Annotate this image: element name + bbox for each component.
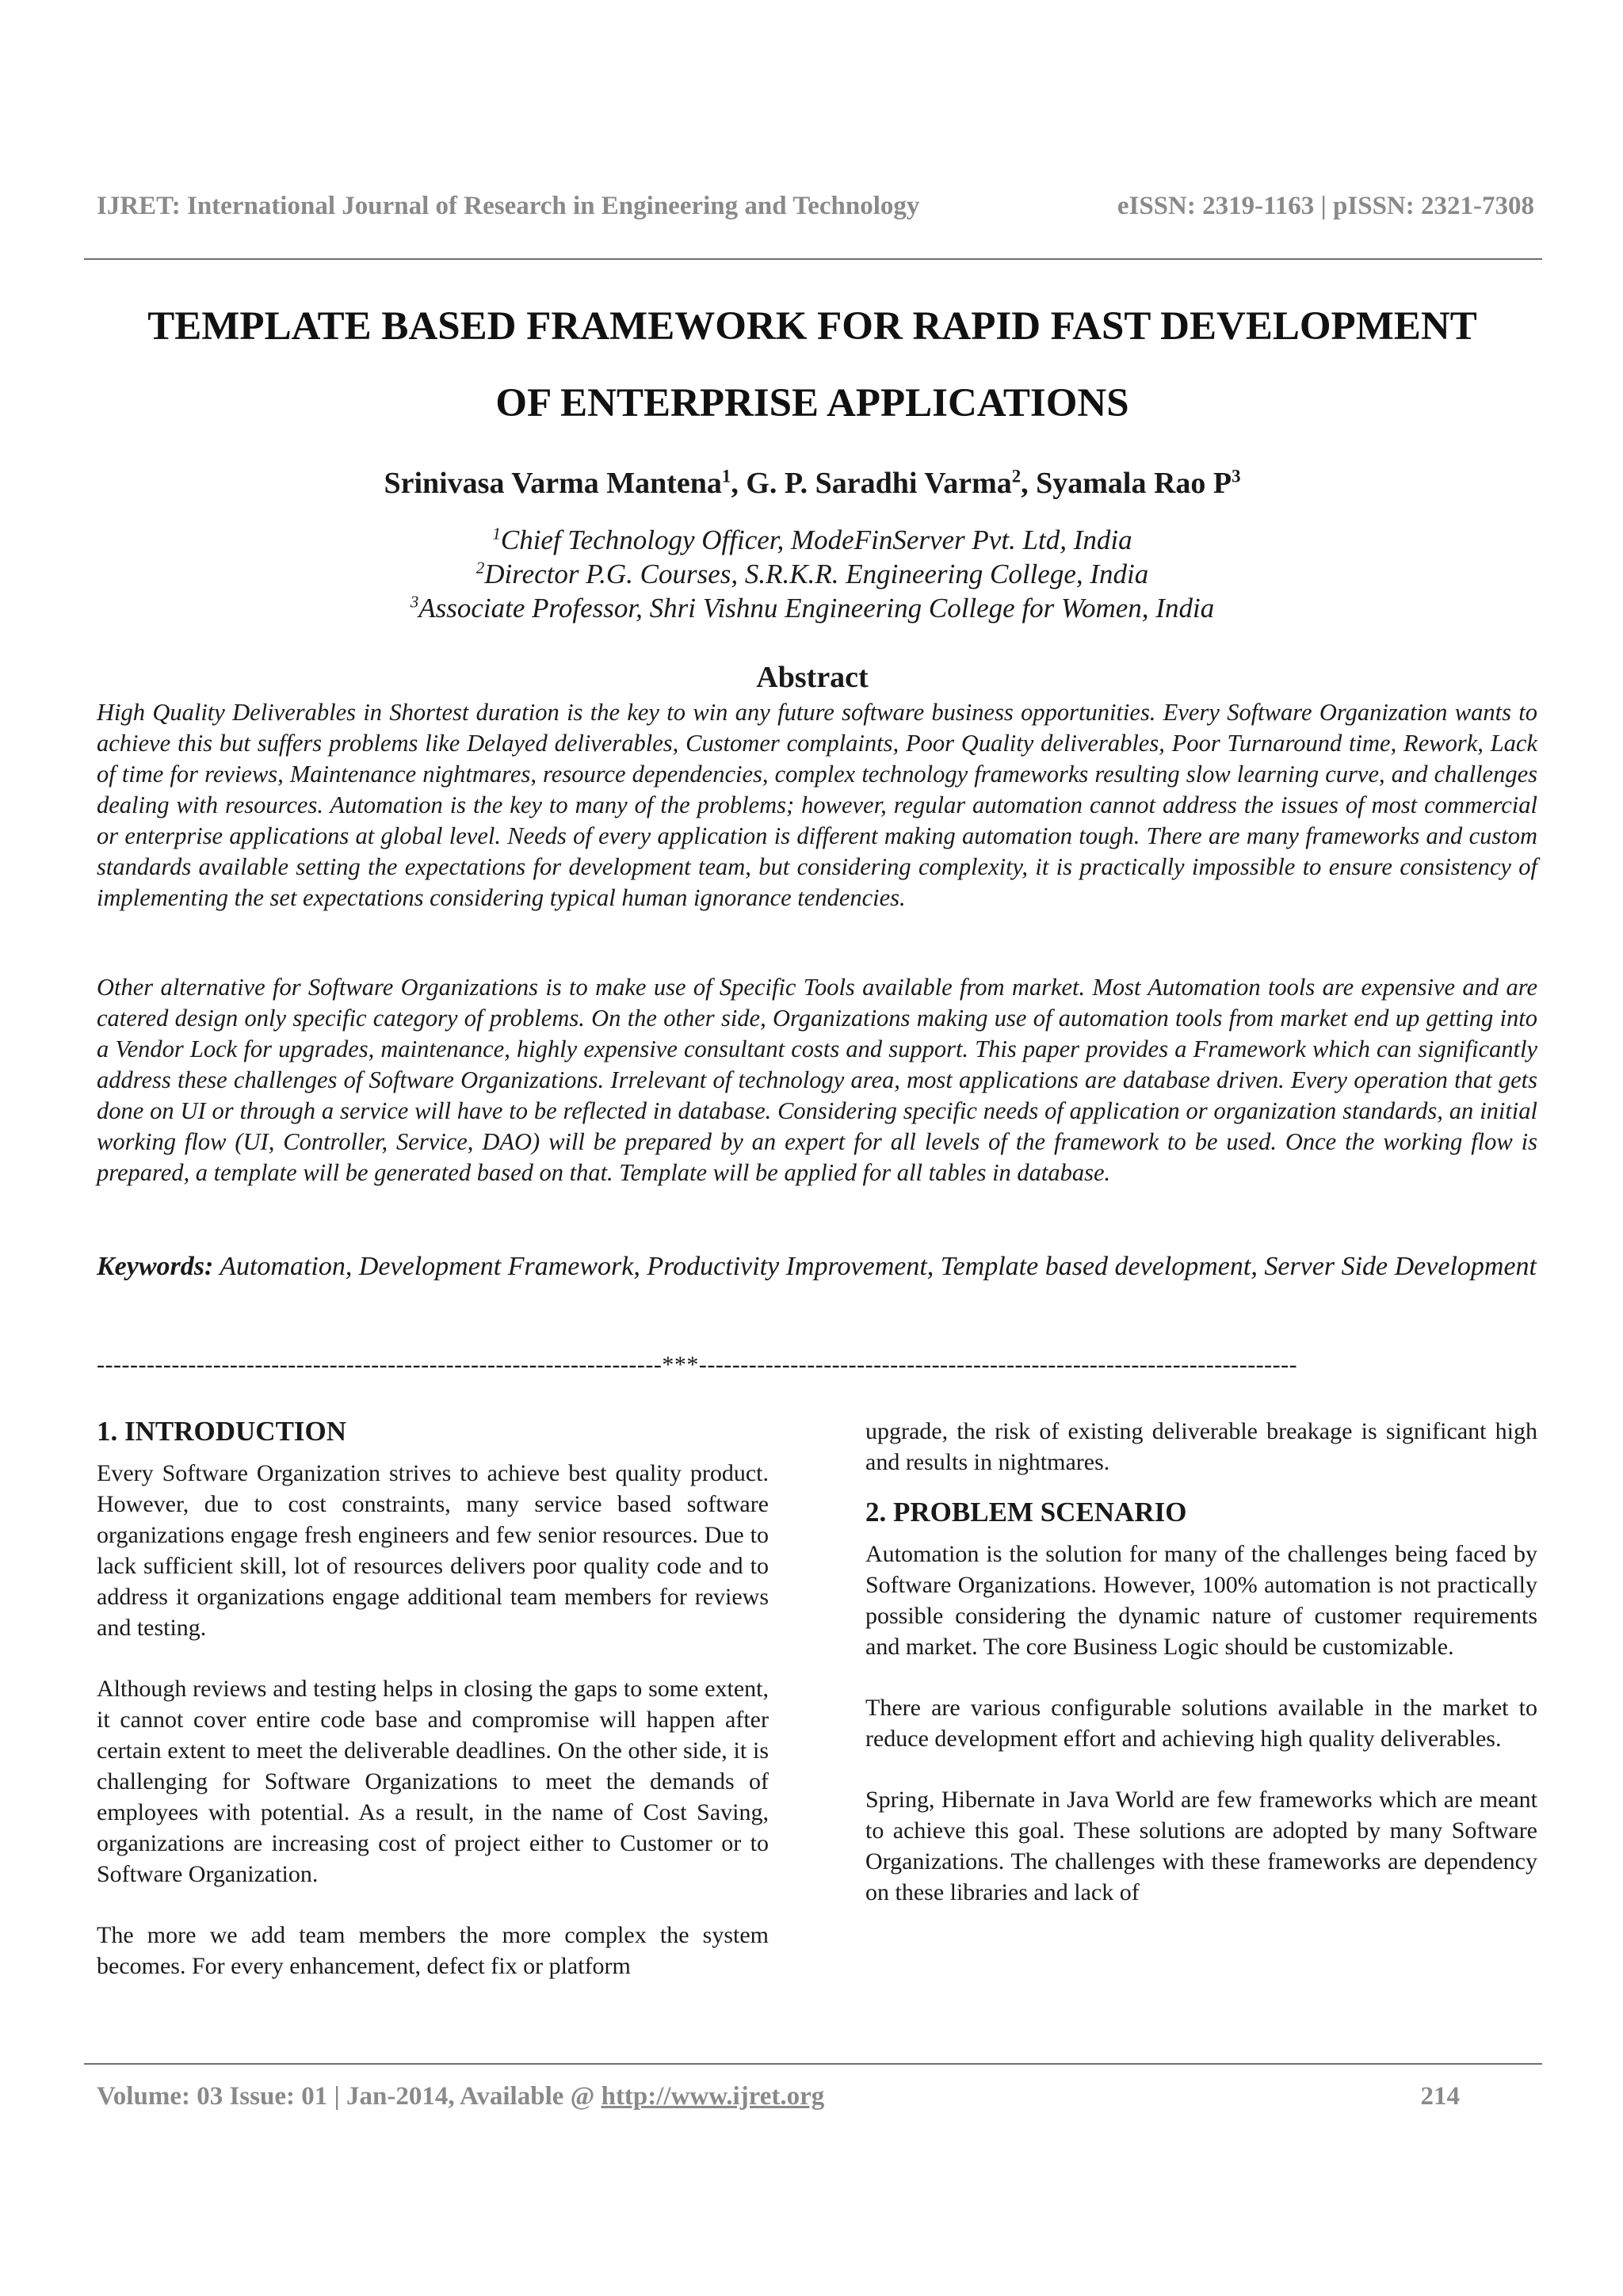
footer (97, 2082, 1460, 2111)
paragraph: Spring, Hibernate in Java World are few frameworks which are meant to achieve this goal. These solutions are adopted by many Software Organizations. The challenges with these frameworks are dependency on these libraries and lack of (865, 1787, 1537, 1905)
author-mark: 1 (721, 466, 731, 486)
paragraph: The more we add team members the more complex the system becomes. For every enhancement, defect fix or platform (97, 1922, 769, 1979)
author-name: Srinivasa Varma Mantena (384, 467, 722, 500)
paragraph: There are various configurable solutions available in the market to reduce development effort and achieving high quality deliverables. (865, 1695, 1537, 1752)
page-number: 214 (1420, 2082, 1460, 2111)
paragraph: Although reviews and testing helps in closing the gaps to some extent, it cannot cover entire code base and compromise will happen after certain extent to meet the deliverable deadlines. On the other side, it is challenging for Software Organizations to meet the demands of employees with potential. As a result, in the name of Cost Saving, organizations are increasing cost of project either to Customer or to Software Organization. (97, 1676, 769, 1887)
keywords-label: Keywords: (97, 1252, 214, 1281)
author-mark: 3 (1232, 466, 1241, 486)
header-rule (84, 258, 1542, 260)
affiliation-1: $^1$Chief Technology Officer, ModeFinServer Pvt. Ltd, India (492, 524, 1132, 555)
abstract-paragraph-1: High Quality Deliverables in Shortest duration is the key to win any future software business opportunities. Every Software Organization wants to achieve this but suffers problems like Delayed deliverables, Customer complaints, Poor Quality deliverables, Poor Turnaround time, Rework, Lack of time for reviews, Maintenance nightmares, resource dependencies, complex technology frameworks resulting slow learning curve, and challenges dealing with resources. Automation is the key to many of the problems; however, regular automation cannot address the issues of most commercial or enterprise applications at global level. Needs of every application is different making automation tough. There are many frameworks and custom standards available setting the expectations for development team, but considering complexity, it is practically impossible to ensure consistency of implementing the set expectations considering typical human ignorance tendencies. (97, 699, 1537, 911)
title-line-1: TEMPLATE BASED FRAMEWORK FOR RAPID FAST DEVELOPMENT (147, 304, 1477, 349)
paper-title (79, 288, 1545, 442)
paragraph: upgrade, the risk of existing deliverable breakage is significant high and results in nightmares. (865, 1418, 1537, 1475)
section-heading-problem-scenario: 2. PROBLEM SCENARIO (865, 1497, 1187, 1527)
author-name: G. P. Saradhi Varma (746, 467, 1012, 500)
author-name: Syamala Rao P (1036, 467, 1232, 500)
author-list: Srinivasa Varma Mantena$^1$, G. P. Saradhi Varma$^2$, Syamala Rao $P^3$ (384, 466, 1241, 500)
issn: eISSN: 2319-1163 | pISSN: 2321-7308 (1117, 192, 1534, 220)
keywords (97, 1241, 1537, 1292)
title-line-2: OF ENTERPRISE APPLICATIONS (495, 381, 1129, 425)
right-column (865, 1416, 1537, 1908)
affiliation-2: $^2$Director P.G. Courses, S.R.K.R. Engineering College, India (475, 558, 1149, 589)
author-mark: 2 (1011, 466, 1022, 486)
abstract-paragraph-2: Other alternative for Software Organizations is to make use of Specific Tools available from market. Most Automation tools are expensive and are catered design only specific category of problems. On the other side, Organizations making use of automation tools from market end up getting into a Vendor Lock for upgrades, maintenance, highly expensive consultant costs and support. This paper provides a Framework which can significantly address these challenges of Software Organizations. Irrelevant of technology area, most applications are database driven. Every operation that gets done on UI or through a service will have to be reflected in database. Considering specific needs of application or organization standards, an initial working flow (UI, Controller, Service, DAO) will be prepared by an expert for all levels of the framework to be used. Once the working flow is prepared, a template will be generated based on that. Template will be applied for all tables in database. (97, 974, 1537, 1186)
journal-url-link[interactable]: http://www.ijret.org (601, 2082, 825, 2111)
journal-name: IJRET: International Journal of Research in Engineering and Technology (97, 192, 920, 220)
paragraph: Every Software Organization strives to achieve best quality product. However, due to cost constraints, many service based software organizations engage fresh engineers and few senior resources. Due to lack sufficient skill, lot of resources delivers poor quality code and to address it organizations engage additional team members for reviews and testing. (97, 1460, 769, 1641)
section-heading-introduction: 1. INTRODUCTION (97, 1416, 347, 1447)
affiliation-3: $^3$Associate Professor, Shri Vishnu Engineering College for Women, India (410, 592, 1215, 624)
keywords-text: Automation, Development Framework, Productivity Improvement, Template based development, Server Side Development (213, 1252, 1537, 1281)
abstract-heading: Abstract (756, 661, 869, 694)
footer-rule (84, 2063, 1542, 2065)
paragraph: Automation is the solution for many of the challenges being faced by Software Organizations. However, 100% automation is not practically possible considering the dynamic nature of customer requirements and market. The core Business Logic should be customizable. (865, 1541, 1537, 1660)
volume-info: Volume: 03 Issue: 01 | Jan-2014, Available @ (97, 2082, 601, 2111)
running-header (97, 192, 1534, 221)
left-column (97, 1416, 769, 1981)
section-separator: --------------------------------------------------------------------***------------------------------------------------------------------------ (97, 1352, 1298, 1378)
